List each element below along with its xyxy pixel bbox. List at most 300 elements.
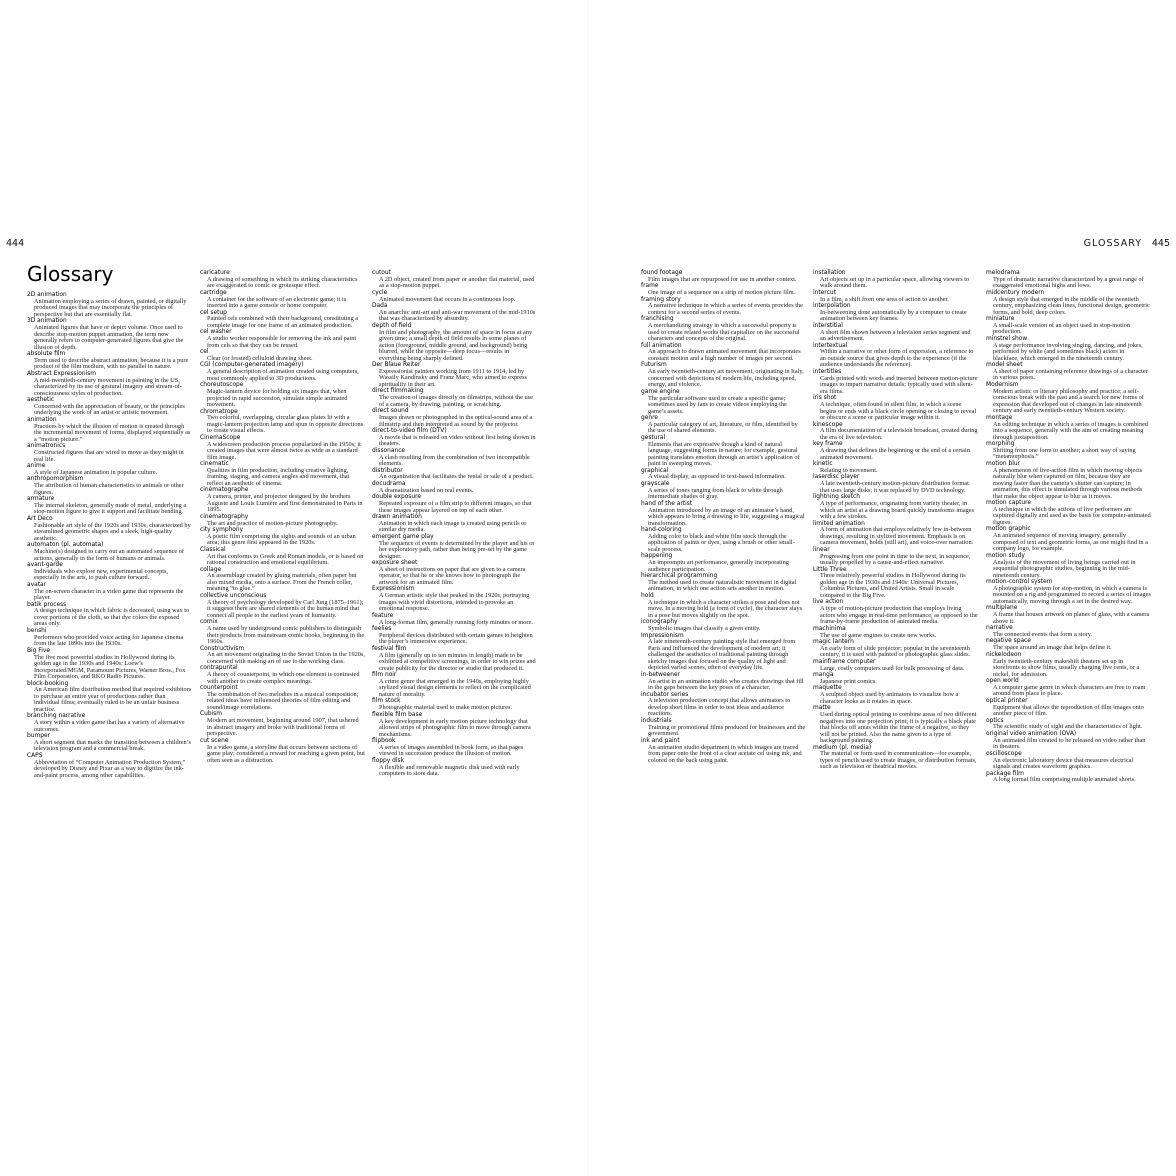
glossary-definition: Animated figures that have or depict volume. Once used to describe stop-motion puppet animation, the term now generally refers to computer-generated figures that give the illusion of depth. [34,324,184,351]
glossary-entry [986,290,1151,316]
glossary-term: anthropomorphism [27,476,84,483]
glossary-definition: Two colorful, overlapping, circular glass plates lit with a magic-lantern projection lamp and spun in opposite directions to create visual effects. [207,414,364,435]
glossary-definition: Expressionist painters working from 1911 to 1914, led by Wassily Kandinsky and Franz Marc, who aimed to express spirituality in their art. [379,367,527,388]
glossary-entry [372,738,537,758]
glossary-definition: The space around an image that helps define it. [993,644,1112,652]
glossary-definition: The combination of two melodies in a musical composition; related ideas have influenced theories of film editing and sound/image correlations. [207,690,359,711]
glossary-term: game engine [641,388,680,395]
glossary-term: miniature [986,316,1015,323]
glossary-definition: A studio worker responsible for removing the ink and paint from cels so that they can be reused. [207,335,357,349]
glossary-definition: Clear (or frosted) celluloid drawing sheet. [207,354,313,362]
glossary-term: Art Deco [27,515,53,522]
glossary-definition: A merchandizing strategy in which a successful property is used to create related works that capitalize on the successful characters and concepts of the original. [648,322,800,343]
glossary-column-6 [986,270,1151,784]
glossary-definition: The creation of images directly on filmstrips, without the use of a camera, by drawing, painting, or scratching. [379,394,533,408]
glossary-entry [372,698,537,711]
glossary-definition: The internal skeleton, generally made of metal, underlying a stop-motion figure to give it support and facilitate bending. [34,501,187,516]
glossary-entry [200,738,365,764]
glossary-definition: A general description of animation created using computers, most commonly applied to 3D productions. [207,368,359,382]
glossary-entry [641,553,806,573]
glossary-term: distributor [372,467,403,474]
glossary-term: collective unconscious [200,592,267,599]
glossary-definition: An approach to drawn animated movement that incorporates constant motion and a high number of images per second. [648,348,801,362]
glossary-definition: A photographic system for stop-motion, in which a camera is mounted on a rig and programmed to record a series of images automatically, moving through a set in the desired way. [993,584,1151,605]
glossary-entry [986,579,1151,605]
glossary-definition: A key development in early motion picture technology that allowed strips of photographic film to move through camera mechanisms. [379,717,531,738]
glossary-entry [641,527,806,553]
glossary-entry [813,303,978,323]
glossary-definition: A small-scale version of an object used in stop-motion production. [993,321,1131,336]
glossary-definition: A camera, printer, and projector designed by the brothers Auguste and Louis Lumière and first demonstrated in Paris in 1895. [207,493,363,514]
glossary-entry [813,626,978,639]
glossary-term: Big Five [27,647,50,654]
glossary-term: optics [986,717,1004,724]
glossary-entry [813,685,978,705]
glossary-entry [27,397,192,417]
glossary-entry [372,270,537,290]
glossary-entry [27,562,192,582]
glossary-term: hand of the artist [641,500,693,507]
glossary-term: city symphony [200,527,244,534]
glossary-entry [813,474,978,494]
glossary-definition: A design style that emerged in the middle of the twentieth century, emphasizing clean lines, functional design, geometric forms, and bold, deep colors. [993,295,1150,316]
glossary-term: frame [641,283,659,290]
glossary-definition: A 2D object, created from paper or another flat material, used as a stop-motion puppet. [379,275,535,290]
glossary-entry [27,542,192,562]
glossary-entry [372,448,537,468]
glossary-column-5 [813,270,978,771]
glossary-definition: A stage performance involving singing, dancing, and jokes, performed by white (and sometimes black) actors in blackface, which emerged in the nineteenth century. [993,341,1143,362]
glossary-definition: A German artistic style that peaked in the 1920s, portraying images with vivid distortions, intended to provoke an emotional response. [379,592,530,613]
glossary-term: double exposure [372,494,422,501]
glossary-definition: An impromptu art performance, generally incorporating audience participation. [648,559,789,573]
glossary-term: absolute film [27,351,66,358]
glossary-column-4 [641,270,806,764]
glossary-definition: A movie that is released on video without first being shown in theaters. [379,433,536,448]
glossary-entry [641,501,806,527]
right-page-number: 445 [1151,238,1170,249]
glossary-definition: Within a narrative or other form of expression, a reference to an outside source that gives depth to the experience (if the audience understands the reference). [820,348,974,369]
glossary-term: Little Three [813,566,847,573]
glossary-term: cel washer [200,329,232,336]
glossary-entry [986,678,1151,698]
glossary-term: contrapuntal [200,665,238,672]
glossary-entry [641,362,806,388]
glossary-term: motion blur [986,460,1021,467]
glossary-term: flexible film base [372,711,423,718]
glossary-entry [986,605,1151,625]
glossary-term: found footage [641,270,683,276]
glossary-entry [27,496,192,516]
glossary-entry [200,593,365,619]
glossary-entry [27,463,192,476]
glossary-definition: A form of animation that employs relatively few in-between drawings, resulting in stylized movement. Emphasis is on camera movement, holds (still art), and voice-over narration. [820,526,974,547]
glossary-definition: Progressing from one point in time to the next, in sequence, usually propelled by a cause-and-effect narrative. [820,552,971,567]
glossary-entry [372,646,537,672]
glossary-definition: A technique in which a character strikes a pose and does not move. In a moving hold (a form of cycle), the character stays in a pose but moves slightly on the spot. [648,598,803,619]
glossary-term: package film [986,770,1024,777]
glossary-definition: The art and practice of motion-picture photography. [207,519,338,527]
glossary-term: batik process [27,601,67,608]
glossary-definition: A short film shown between a television series segment and an advertisement. [820,328,971,343]
glossary-term: matte [813,705,831,712]
glossary-term: morphing [986,441,1015,448]
glossary-definition: The material or form used in communication—for example, types of pencils used to create images, or distribution formats, such as television or theatrical movies. [820,750,977,771]
glossary-entry [641,415,806,435]
glossary-entry [641,297,806,317]
glossary-definition: The sequence of events is determined by the player and his or her exploratory path, rather than being pre-set by the game designer. [379,539,535,560]
glossary-column-1 [27,292,192,779]
glossary-term: block-booking [27,680,69,687]
glossary-term: direct filmmaking [372,388,424,395]
glossary-term: kinescope [813,421,843,428]
glossary-entry [986,316,1151,336]
glossary-definition: Type of dramatic narrative characterized by a great range of exaggerated emotional highs and lows. [993,275,1144,290]
glossary-definition: A short segment that marks the transition between a children’s television program and a commercial break. [34,738,191,753]
glossary-term: cel [200,349,209,356]
glossary-definition: An animated film created to be released on video rather than in theaters. [993,736,1146,751]
glossary-term: linear [813,546,830,553]
glossary-definition: Photographic material used to make motion pictures. [379,704,513,712]
glossary-definition: A drawing that defines the beginning or the end of a certain animated movement. [820,447,970,461]
glossary-entry [986,500,1151,526]
glossary-term: gestural [641,434,666,441]
glossary-definition: Animated movement that occurs in a continuous loop. [379,295,516,303]
glossary-definition: An early twentieth-century art movement, originating in Italy, concerned with depictions of modern life, including speed, energy, and violence. [648,368,804,389]
glossary-definition: Symbolic images that classify a given entity. [648,625,761,633]
glossary-definition: An art movement originating in the Soviet Union in the 1920s, concerned with making art of use to the working class. [207,651,365,665]
glossary-definition: Training or promotional films produced for businesses and the government. [648,723,806,738]
page-title: Glossary [27,262,114,286]
glossary-entry [372,758,537,778]
glossary-definition: A type of motion-picture production that employs living actors who engage in real-time performance, as opposed to the frame-by-frame production of animated media. [820,605,978,626]
glossary-entry [641,573,806,593]
glossary-term: iconography [641,619,678,626]
glossary-entry [986,638,1151,651]
glossary-entry [641,718,806,738]
glossary-term: kinetic [813,461,833,468]
glossary-definition: A series of tones ranging from black to white through intermediate shades of gray. [648,486,783,501]
glossary-term: oscilloscope [986,750,1022,757]
glossary-definition: A widescreen production process popularized in the 1950s; it created images that were almost twice as wide as a standard film image. [207,440,361,461]
glossary-definition: Modern artistic or literary philosophy and practice; a self-conscious break with the past and a search for new forms of expression that developed out of changes in late nineteenth century and early twentieth-century Western society. [993,387,1144,415]
glossary-definition: An early form of slide projector; popular in the seventeenth century, it is used with painted or photographic glass slides. [820,644,971,659]
glossary-term: CAPS [27,752,43,759]
glossary-definition: A sheet of paper containing reference drawings of a character in various poses. [993,367,1148,382]
glossary-definition: A long-format film, generally running forty minutes or more. [379,618,533,626]
glossary-definition: A phenomenon of live-action film in which moving objects naturally blur when captured on film, because they are moving faster than the camera’s shutter can capture; in animation, this effect is simulated through various methods that make the object appear to blur as it moves. [993,466,1143,500]
glossary-term: direct-to-video film (DTV) [372,428,447,435]
glossary-term: hold [641,592,654,599]
glossary-entry [986,526,1151,552]
glossary-entry [813,494,978,520]
glossary-entry [986,461,1151,500]
glossary-definition: An animated sequence of moving imagery, generally composed of text and geometric forms, as one might find in a company logo, for example. [993,532,1148,553]
glossary-definition: An assemblage created by gluing materials, often paper but also mixed media, onto a surface. From the French coller, meaning “to glue.” [207,572,357,593]
glossary-entry [200,514,365,527]
book-gutter [587,0,589,1176]
glossary-entry [27,516,192,542]
glossary-definition: Equipment that allows the reproduction of film images onto another piece of film. [993,703,1144,718]
glossary-term: melodrama [986,270,1020,276]
glossary-entry [813,745,978,771]
glossary-entry [813,343,978,369]
glossary-term: open world [986,678,1019,685]
glossary-term: genre [641,415,659,422]
glossary-term: Dada [372,303,388,310]
glossary-entry [372,303,537,323]
glossary-term: floppy disk [372,757,405,764]
glossary-entry [200,487,365,513]
glossary-entry [641,481,806,501]
glossary-definition: Film images that are repurposed for use in another context. [648,275,797,283]
glossary-term: cycle [372,289,388,296]
glossary-definition: An animation studio department in which images are traced from paper onto the front of a clear acetate cel using ink, and colored on the back using paint. [648,743,802,764]
glossary-entry [200,409,365,435]
glossary-definition: A film documentation of a television broadcast, created during the era of live television. [820,427,978,441]
glossary-term: key frame [813,441,843,448]
glossary-entry [641,468,806,481]
glossary-entry [200,270,365,290]
glossary-term: model sheet [986,362,1023,369]
glossary-term: automaton (pl. automata) [27,542,104,549]
glossary-definition: Three relatively powerful studios in Hollywood during its golden age in the 1930s and 1940s: Universal Pictures, Columbia Pictures, and United Artists. Small in scale compared to the Big Five. [820,572,966,599]
glossary-term: avatar [27,581,47,588]
glossary-entry [372,388,537,408]
glossary-term: bumper [27,733,50,740]
glossary-term: mainframe computer [813,658,876,665]
glossary-definition: A dramatization based on real events. [379,486,474,494]
glossary-term: docudrama [372,480,406,487]
glossary-entry [27,713,192,733]
glossary-term: animation [27,416,57,423]
glossary-term: 3D animation [27,318,67,325]
glossary-entry [986,270,1151,290]
glossary-column-2 [200,270,365,764]
glossary-definition: A film (generally up to ten minutes in length) made to be exhibited at competitive screenings, in order to win prizes and create publicity for the director or studio that produced it. [379,651,536,672]
glossary-definition: A style of Japanese animation in popular culture. [34,468,158,476]
glossary-term: emergent game play [372,533,434,540]
glossary-definition: A clash resulting from the combination of two incompatible elements. [379,453,530,468]
glossary-definition: Cards printed with words and inserted between motion-picture images to impart narrative details; typically used with silent-era films. [820,374,978,395]
glossary-entry [813,672,978,685]
glossary-entry [200,329,365,349]
glossary-definition: Practices by which the illusion of motion is created through the incremental movement of forms, displayed sequentially as a “motion picture.” [34,422,191,443]
glossary-entry [986,771,1151,784]
glossary-column-3 [372,270,537,778]
glossary-term: cinematic [200,461,229,468]
glossary-definition: A crime genre that emerged in the 1940s, employing highly stylized visual design elements to reflect on the complicated nature of morality. [379,677,531,698]
glossary-entry [27,753,192,779]
glossary-term: 2D animation [27,292,67,298]
glossary-definition: Shifting from one form to another; a short way of saying “metamorphosis.” [993,446,1136,461]
glossary-definition: The particular software used to create a specific game; sometimes used by fans to create videos employing the game’s assets. [648,394,787,415]
glossary-definition: An anarchic anti-art and anti-war movement of the mid-1910s that was characterized by absurdity. [379,308,536,323]
glossary-entry [27,443,192,463]
glossary-definition: A long format film comprising multiple animated shorts. [993,776,1136,784]
glossary-term: dissonance [372,447,406,454]
glossary-entry [372,481,537,494]
glossary-term: franchising [641,316,674,323]
glossary-term: festival film [372,645,407,652]
glossary-definition: A sheet of instructions on paper that are given to a camera operator, so that he or she knows how to photograph the artwork for an animated film. [379,565,526,586]
glossary-term: Impressionism [641,632,684,639]
glossary-definition: Performers who provided voice acting for Japanese cinema from the late 1890s into the 1930s. [34,633,184,648]
glossary-entry [200,685,365,711]
glossary-entry [641,692,806,718]
glossary-entry [813,639,978,659]
glossary-entry [641,343,806,363]
glossary-definition: In a video game, a storyline that occurs between sections of game play; considered a reward for reaching a given point, but often seen as a distraction. [207,743,365,764]
glossary-definition: Used during optical printing to combine areas of two different negatives into one projection print; it is typically a black plate that blocks off areas within the frame of a negative, so they will not be printed. Also the name given to a type of background painting. [820,711,977,745]
glossary-entry [200,619,365,645]
glossary-definition: Adding color to black and white film stock through the application of paints or dyes, using a brush or other small-scale process. [648,532,795,553]
glossary-entry [372,560,537,586]
glossary-term: motion graphic [986,526,1031,533]
left-page-number: 444 [6,238,25,249]
glossary-definition: In film and photography, the amount of space in focus at any given time; a small depth of field results in some planes of action (foreground, middle ground, and background) being blurred, while the opposite—deep focus—results in everything being sharply defined. [379,328,533,362]
glossary-entry [200,547,365,567]
glossary-entry [641,389,806,415]
glossary-entry [986,731,1151,751]
glossary-entry [813,705,978,744]
glossary-entry [641,593,806,619]
glossary-definition: Magic-lantern device for holding six images that, when projected in rapid succession, simulate simple animated movement. [207,388,348,409]
glossary-entry [27,318,192,351]
glossary-entry [986,382,1151,415]
glossary-term: armature [27,496,55,503]
glossary-term: live action [813,599,844,606]
glossary-definition: A poetic film comprising the sights and sounds of an urban area; this genre first appeared in the 1920s. [207,532,356,547]
glossary-entry [986,362,1151,382]
glossary-term: anime [27,463,46,470]
glossary-term: limited animation [813,520,865,527]
glossary-entry [27,351,192,371]
glossary-term: optical printer [986,697,1028,704]
glossary-term: cut scene [200,737,229,744]
glossary-entry [27,292,192,318]
glossary-definition: Animation in which each image is created using pencils or similar dry media. [379,519,527,534]
glossary-term: original video animation (OVA) [986,730,1077,737]
glossary-term: Cubism [200,711,223,718]
glossary-entry [372,626,537,646]
glossary-entry [986,553,1151,579]
glossary-entry [200,567,365,593]
glossary-entry [986,751,1151,771]
glossary-term: cartridge [200,289,227,296]
glossary-definition: Individuals who explore new, experimental concepts, especially in the arts, to push culture forward. [34,567,169,582]
glossary-definition: Constructed figures that are wired to move as they might in real life. [34,449,184,463]
glossary-entry [372,586,537,612]
glossary-definition: A mid-twentieth-century movement in painting in the US, characterized by its use of gestural imagery and stream-of-consciousness styles of production. [34,376,182,397]
glossary-definition: A particular category of art, literature, or film, identified by the use of shared elements. [648,420,798,435]
glossary-entry [813,323,978,343]
glossary-definition: The method used to create naturalistic movement in digital animation, in which one action sets another in motion. [648,578,797,593]
glossary-definition: A technique, often found in silent film, in which a scene begins or ends with a black circle opening or closing to reveal or obscure a scene or particular image within it. [820,401,977,422]
glossary-term: cutout [372,270,391,276]
glossary-term: midcentury modern [986,289,1045,296]
glossary-entry [986,652,1151,678]
glossary-definition: A visual display, as opposed to text-based information. [648,473,786,481]
glossary-entry [372,428,537,448]
glossary-entry [200,665,365,685]
glossary-entry [27,733,192,753]
glossary-entry [372,494,537,514]
glossary-entry [813,547,978,567]
running-title: GLOSSARY [1083,238,1142,249]
glossary-term: machinima [813,625,846,632]
glossary-term: intercut [813,289,836,296]
glossary-term: interpolation [813,303,851,310]
glossary-term: happening [641,553,673,560]
glossary-term: intertextual [813,342,848,349]
glossary-entry [200,527,365,547]
glossary-definition: The five most powerful studios in Hollywood during its golden age in the 1930s and 1940s: Loew’s Incorporated/MGM, Paramount Pictures, Warner Bros., Fox Film Corporation, and RKO Radio Pictures. [34,653,186,681]
glossary-definition: Art objects set up in a particular space, allowing viewers to walk around them. [820,275,970,290]
glossary-term: benshi [27,627,47,634]
glossary-term: graphical [641,467,669,474]
glossary-term: motion-control system [986,579,1053,586]
glossary-entry [986,336,1151,362]
glossary-definition: Early twentieth-century makeshift theaters set up in storefronts to show films, usually charging five cents, or a nickel, for admission. [993,657,1140,678]
glossary-term: motion capture [986,500,1032,507]
glossary-term: comix [200,619,218,626]
glossary-entry [27,628,192,648]
glossary-definition: Animation introduced by an image of an animator’s hand, which appears to bring a drawing to life, suggesting a magical transformation. [648,506,805,527]
glossary-entry [641,633,806,672]
glossary-entry [372,323,537,362]
glossary-definition: A type of performance, originating from variety theater, in which an artist at a drawing board quickly transforms images with a few strokes. [820,500,975,521]
glossary-term: direct sound [372,408,409,415]
glossary-entry [641,738,806,764]
glossary-definition: An electronic laboratory device that measures electrical signals and creates waveform graphics. [993,756,1134,771]
glossary-definition: The use of game engines to create new works. [820,631,937,639]
glossary-term: grayscale [641,480,670,487]
glossary-definition: A technique in which the actions of live performers are captured digitally and used as the basis for computer-animated figures. [993,505,1151,526]
glossary-entry [813,521,978,547]
glossary-term: Expressionism [372,586,415,593]
glossary-entry [200,349,365,362]
glossary-term: CinemaScope [200,434,241,441]
glossary-definition: The connected events that form a story. [993,630,1093,638]
glossary-term: choreutoscope [200,382,244,389]
glossary-entry [27,476,192,496]
glossary-definition: A late twentieth-century motion-picture distribution format that uses large disks; it was replaced by DVD technology. [820,480,969,494]
glossary-term: ink and paint [641,737,680,744]
glossary-term: feature [372,612,394,619]
glossary-entry [813,290,978,303]
glossary-term: industrials [641,717,672,724]
glossary-definition: An editing technique in which a series of images is combined into a sequence, generally with the aim of creating meaning through juxtaposition. [993,420,1148,441]
glossary-entry [372,514,537,534]
glossary-definition: A story within a video game that has a variety of alternative outcomes. [34,719,185,733]
glossary-term: framing story [641,296,681,303]
glossary-definition: A narrative technique in which a series of events provides the context for a second series of events. [648,302,803,316]
glossary-term: manga [813,672,834,679]
glossary-entry [27,417,192,443]
glossary-entry [372,468,537,481]
glossary-term: branching narrative [27,713,86,720]
glossary-entry [813,659,978,672]
glossary-term: maquette [813,685,842,692]
glossary-term: film noir [372,672,397,679]
glossary-term: magic lantern [813,639,854,646]
glossary-definition: The on-screen character in a video game that represents the player. [34,587,184,602]
glossary-definition: A container for the software of an electronic game; it is inserted into a game console or home computer. [207,295,347,310]
glossary-definition: Modern art movement, beginning around 1907, that ushered in abstract imagery and broke with traditional forms of perspective. [207,717,359,738]
glossary-definition: An organization that facilitates the rental or sale of a product. [379,473,534,481]
glossary-definition: An American film distribution method that required exhibitors to purchase an entire year of productions rather than individual films; eventually ruled to be an unfair business practice. [34,686,192,713]
